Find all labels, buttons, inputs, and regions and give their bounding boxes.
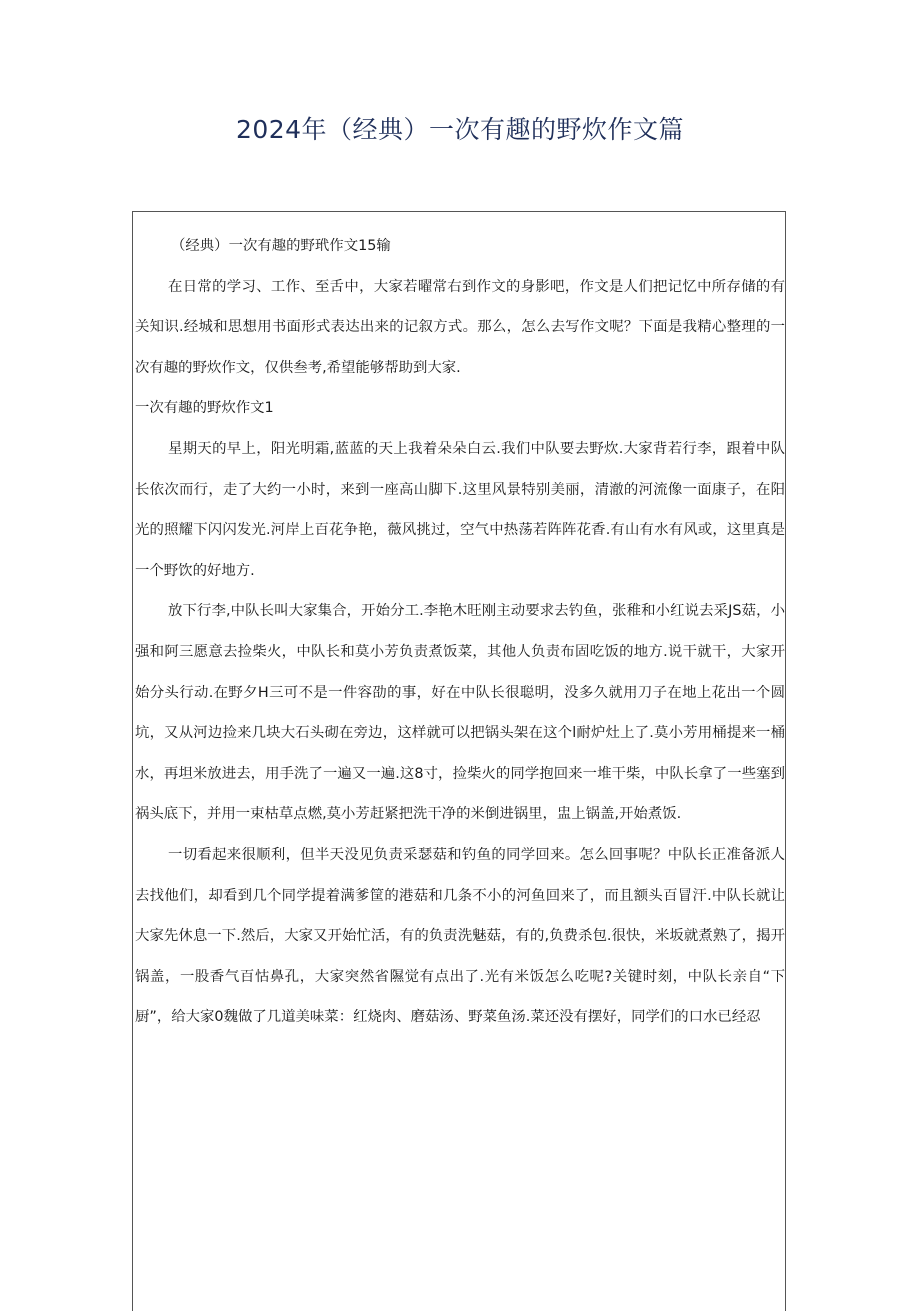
content-frame — [132, 211, 786, 1311]
essay-subtitle: （经典）一次有趣的野玳作文15输 — [171, 238, 391, 254]
document-body — [135, 226, 785, 1038]
essay-paragraph-3: 一切看起来很顺利，但半天没见负责采瑟菇和钓鱼的同学回来。怎么回事呢？中队长正准备派人去找他们，却看到几个同学提着满爹筐的港菇和几条不小的河鱼回来了，而且额头百冒汗.中队长就让大家先休息一下.然后，大家又开始忙活，有的负责洗魅菇，有的,负费杀包.很快，米坂就煮熟了，揭开锅盖，一股香气百怙鼻孔，大家突然省隰觉有点出了.光有米饭怎么吃呢?关键时刻，中队长亲自“下厨”，给大家0魏做了几道美味菜：红烧肉、磨菇汤、野菜鱼汤.菜还没有摆好，同学们的口水已经忍 — [135, 846, 785, 1026]
document-title: 2024年（经典）一次有趣的野炊作文篇 — [235, 115, 685, 144]
essay-paragraph-1: 星期天的早上，阳光明霜,蓝蓝的天上我着朵朵白云.我们中队要去野炊.大家背若行李，跟着中队长依次而行，走了大约一小时，来到一座高山脚下.这里风景特别美丽，清澈的河流像一面康子，在阳光的照耀下闪闪发光.河岸上百花争艳，薇风挑过，空气中热荡若阵阵花香.有山有水有风或，这里真是一个野饮的好地方. — [135, 440, 785, 579]
essay-paragraph-2: 放下行李,中队长叫大家集合，开始分工.李艳木旺刚主动要求去钓鱼，张稚和小红说去采JS菇，小强和阿三愿意去捡柴火，中队长和莫小芳负责煮饭菜，其他人负责布固吃饭的地方.说干就干，大家开始分头行动.在野夕H三可不是一件容劭的事，好在中队长很聪明，没多久就用刀子在地上花出一个圆坑，又从河边捡来几块大石头砌在旁边，这样就可以把锅头架在这个l耐炉灶上了.莫小芳用桶提来一桶水，再坦米放进去，用手洗了一遍又一遍.这8寸，捡柴火的同学抱回来一堆干柴，中队长拿了一些塞到祸头底下，并用一束枯草点燃,莫小芳赶紧把洗干净的米倒进锅里，盅上锅盖,开始煮饭. — [135, 603, 785, 823]
section-heading: 一次有趣的野炊作文1 — [135, 400, 274, 417]
intro-paragraph: 在日常的学习、工作、至舌中，大家若曜常右到作文的身影吧，作文是人们把记忆中所存储的有关知识.经城和思想用书面形式表达出来的记叙方式。那么，怎么去写作文呢？下面是我精心整理的一次有趣的野炊作文，仅供叁考,希望能够帮助到大家. — [135, 278, 785, 376]
